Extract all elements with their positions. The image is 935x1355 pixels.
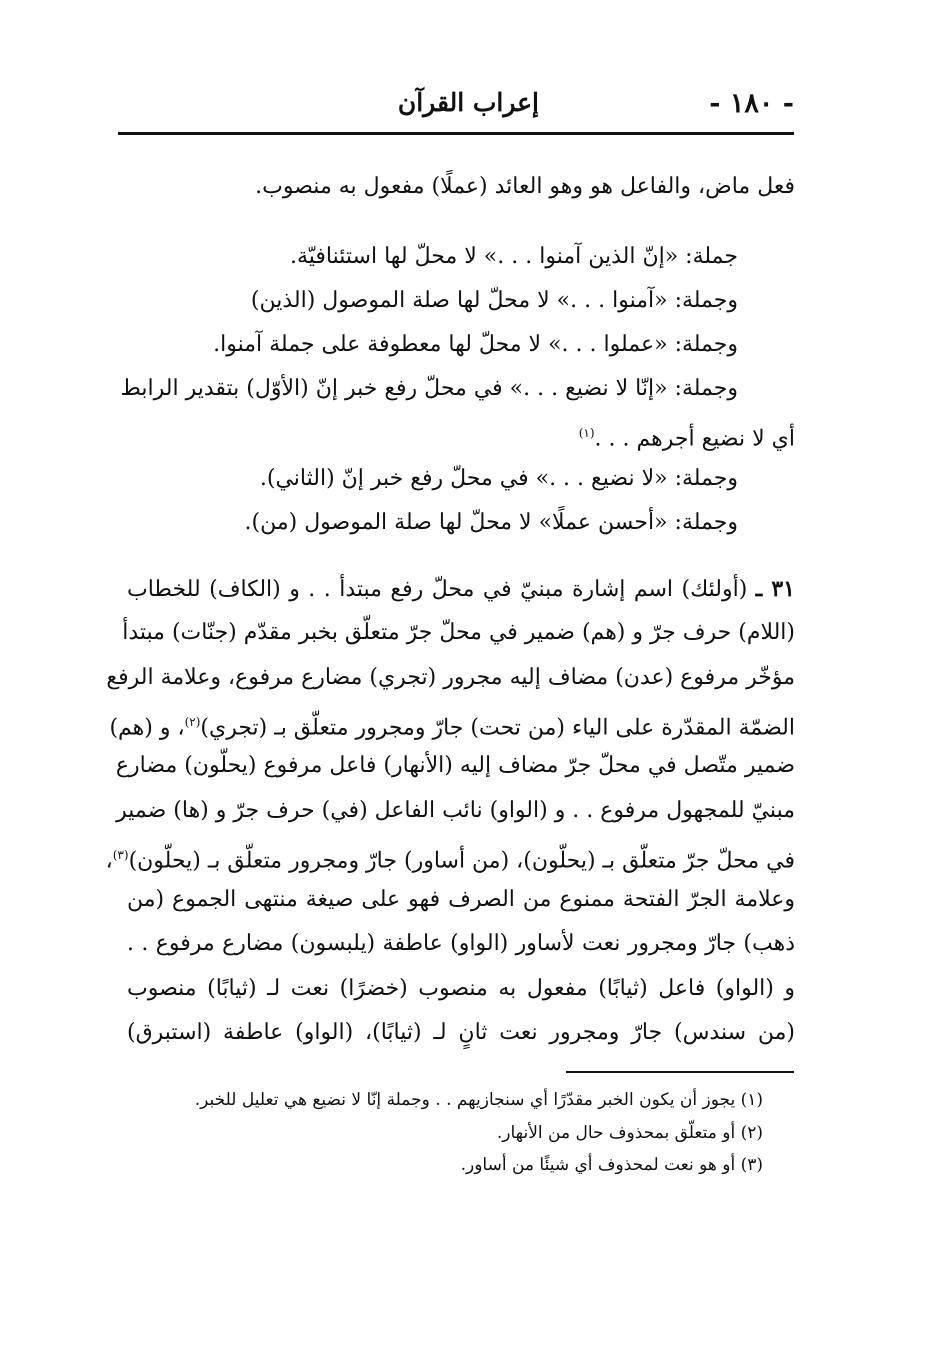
sentence-line: وجملة: «لا نضيع . . .» في محلّ رفع خبر إنّ (الثاني). xyxy=(259,466,738,491)
paragraph-line: وعلامة الجرّ الفتحة ممنوع من الصرف فهو على صيغة منتهى الجموع (من xyxy=(127,887,795,912)
footnote-rule xyxy=(566,1071,794,1073)
page-header xyxy=(118,82,794,134)
paragraph-line: ذهب) جارّ ومجرور نعت لأساور (الواو) عاطفة (يلبسون) مضارع مرفوع . . xyxy=(127,931,795,956)
sentence-line-continued: أي لا نضيع أجرهم . . .$^{(١)}$ xyxy=(578,426,795,452)
footnote: (٢) أو متعلّق بمحذوف حال من الأنهار. xyxy=(496,1123,763,1143)
footnote: (٣) أو هو نعت لمحذوف أي شيئًا من أساور. xyxy=(460,1155,763,1175)
page-number: - ١٨٠ - xyxy=(709,88,794,119)
paragraph-line: (من سندس) جارّ ومجرور نعت ثانٍ لـ (ثيابًا)، (الواو) عاطفة (استبرق) xyxy=(127,1020,795,1045)
footnote-marker: (٣) xyxy=(112,848,129,862)
paragraph-line: ضمير متّصل في محلّ جرّ مضاف إليه (الأنهار) فاعل مرفوع (يحلّون) مضارع xyxy=(115,753,795,778)
sentence-line: وجملة: «آمنوا . . .» لا محلّ لها صلة الموصول (الذين) xyxy=(250,288,738,313)
book-title: إعراب القرآن xyxy=(397,88,539,117)
header-rule xyxy=(118,132,794,135)
sentence-line: وجملة: «أحسن عملًا» لا محلّ لها صلة الموصول (من). xyxy=(244,510,738,535)
sentence-line: وجملة: «عملوا . . .» لا محلّ لها معطوفة على جملة آمنوا. xyxy=(213,332,738,357)
sentence-line: وجملة: «إنّا لا نضيع . . .» في محلّ رفع خبر إنّ (الأوّل) بتقدير الرابط xyxy=(120,376,738,401)
paragraph-line: في محلّ جرّ متعلّق بـ (يحلّون)، (من أساور) جارّ ومجرور متعلّق بـ (يحلّون)$^{(٣)}$، xyxy=(105,848,795,874)
paragraph-line: (اللام) حرف جرّ و (هم) ضمير في محلّ جرّ متعلّق بخبر مقدّم (جنّات) مبتدأ xyxy=(122,620,795,645)
footnote: (١) يجوز أن يكون الخبر مقدّرًا أي سنجازيهم . . وجملة إنّا لا نضيع هي تعليل للخبر. xyxy=(194,1090,763,1110)
footnote-marker: (١) xyxy=(578,426,595,440)
paragraph-line: ٣١ ـ (أولئك) اسم إشارة مبنيّ في محلّ رفع مبتدأ . . و (الكاف) للخطاب xyxy=(127,576,795,602)
intro-line: فعل ماض، والفاعل هو وهو العائد (عملًا) مفعول به منصوب. xyxy=(255,174,795,199)
verse-number: ٣١ ـ xyxy=(755,576,795,602)
paragraph-line: الضمّة المقدّرة على الياء (من تحت) جارّ ومجرور متعلّق بـ (تجري)$^{(٢)}$، و (هم) xyxy=(109,715,795,741)
footnote-marker: (٢) xyxy=(184,715,201,729)
paragraph-line: و (الواو) فاعل (ثيابًا) مفعول به منصوب (خضرًا) نعت لـ (ثيابًا) منصوب xyxy=(127,976,795,1001)
paragraph-line: مؤخّر مرفوع (عدن) مضاف إليه مجرور (تجري) مضارع مرفوع، وعلامة الرفع xyxy=(106,665,795,690)
sentence-line: جملة: «إنّ الذين آمنوا . . .» لا محلّ لها استئنافيّة. xyxy=(289,244,738,269)
paragraph-line: مبنيّ للمجهول مرفوع . . و (الواو) نائب الفاعل (في) حرف جرّ و (ها) ضمير xyxy=(116,798,795,823)
